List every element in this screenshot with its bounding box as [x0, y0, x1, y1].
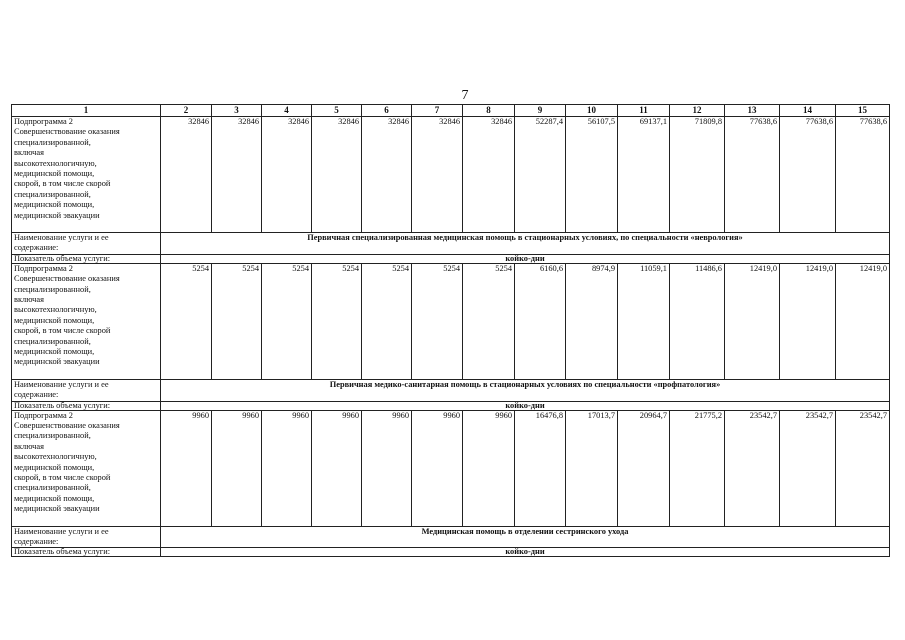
table-row [12, 117, 890, 233]
value-cell: 9960 [262, 410, 312, 526]
indicator-row [12, 548, 890, 557]
col-header: 7 [412, 105, 463, 117]
col-header: 4 [262, 105, 312, 117]
value-cell: 5254 [362, 263, 412, 379]
value-cell: 9960 [362, 410, 412, 526]
value-cell: 77638,6 [780, 117, 836, 233]
value-cell: 32846 [312, 117, 362, 233]
value-cell: 17013,7 [566, 410, 618, 526]
table-row [12, 410, 890, 526]
col-header: 10 [566, 105, 618, 117]
value-cell: 5254 [161, 263, 212, 379]
table-row [12, 263, 890, 379]
value-cell: 11059,1 [618, 263, 670, 379]
subprogram-name-cell: Подпрограмма 2 Совершенствование оказания специализированной, включая высокотехнологичную, медицинской помощи, скорой, в том числе скорой специализированной, медицинской помощи, медицинской эвакуации [12, 263, 161, 379]
value-cell: 9960 [161, 410, 212, 526]
indicator-row [12, 401, 890, 410]
col-header: 2 [161, 105, 212, 117]
value-cell: 32846 [212, 117, 262, 233]
col-header: 11 [618, 105, 670, 117]
value-cell: 32846 [412, 117, 463, 233]
indicator-label-cell: Показатель объема услуги: [12, 548, 161, 557]
col-header: 6 [362, 105, 412, 117]
service-label-cell: Наименование услуги и ее содержание: [12, 233, 161, 255]
data-table [11, 104, 890, 557]
value-cell: 8974,9 [566, 263, 618, 379]
value-cell: 23542,7 [836, 410, 890, 526]
page-number: 7 [461, 88, 469, 103]
col-header: 13 [725, 105, 780, 117]
value-cell: 9960 [312, 410, 362, 526]
value-cell: 5254 [262, 263, 312, 379]
value-cell: 5254 [412, 263, 463, 379]
value-cell: 77638,6 [836, 117, 890, 233]
indicator-row [12, 254, 890, 263]
indicator-value-cell: койко-дни [161, 254, 890, 263]
service-row [12, 526, 890, 548]
col-header: 15 [836, 105, 890, 117]
value-cell: 11486,6 [670, 263, 725, 379]
value-cell: 5254 [463, 263, 515, 379]
col-header: 1 [12, 105, 161, 117]
value-cell: 16476,8 [515, 410, 566, 526]
value-cell: 23542,7 [725, 410, 780, 526]
service-name-cell: Первичная специализированная медицинская помощь в стационарных условиях, по специальности «неврология» [161, 233, 890, 255]
indicator-value-cell: койко-дни [161, 548, 890, 557]
service-name-cell: Медицинская помощь в отделении сестринского ухода [161, 526, 890, 548]
col-header: 9 [515, 105, 566, 117]
value-cell: 9960 [463, 410, 515, 526]
value-cell: 32846 [262, 117, 312, 233]
value-cell: 23542,7 [780, 410, 836, 526]
col-header: 14 [780, 105, 836, 117]
service-label-cell: Наименование услуги и ее содержание: [12, 379, 161, 401]
value-cell: 20964,7 [618, 410, 670, 526]
value-cell: 32846 [161, 117, 212, 233]
subprogram-name-cell: Подпрограмма 2 Совершенствование оказания специализированной, включая высокотехнологичную, медицинской помощи, скорой, в том числе скорой специализированной, медицинской помощи, медицинской эвакуации [12, 117, 161, 233]
value-cell: 5254 [212, 263, 262, 379]
subprogram-name-cell: Подпрограмма 2 Совершенствование оказания специализированной, включая высокотехнологичную, медицинской помощи, скорой, в том числе скорой специализированной, медицинской помощи, медицинской эвакуации [12, 410, 161, 526]
service-label-cell: Наименование услуги и ее содержание: [12, 526, 161, 548]
value-cell: 71809,8 [670, 117, 725, 233]
value-cell: 21775,2 [670, 410, 725, 526]
col-header: 8 [463, 105, 515, 117]
value-cell: 9960 [212, 410, 262, 526]
value-cell: 6160,6 [515, 263, 566, 379]
col-header: 12 [670, 105, 725, 117]
indicator-label-cell: Показатель объема услуги: [12, 254, 161, 263]
value-cell: 77638,6 [725, 117, 780, 233]
value-cell: 12419,0 [780, 263, 836, 379]
value-cell: 12419,0 [836, 263, 890, 379]
header-row [12, 105, 890, 117]
value-cell: 52287,4 [515, 117, 566, 233]
value-cell: 32846 [362, 117, 412, 233]
service-row [12, 379, 890, 401]
value-cell: 32846 [463, 117, 515, 233]
value-cell: 56107,5 [566, 117, 618, 233]
value-cell: 12419,0 [725, 263, 780, 379]
col-header: 3 [212, 105, 262, 117]
indicator-value-cell: койко-дни [161, 401, 890, 410]
service-row [12, 233, 890, 255]
value-cell: 5254 [312, 263, 362, 379]
value-cell: 9960 [412, 410, 463, 526]
col-header: 5 [312, 105, 362, 117]
service-name-cell: Первичная медико-санитарная помощь в стационарных условиях по специальности «профпатология» [161, 379, 890, 401]
indicator-label-cell: Показатель объема услуги: [12, 401, 161, 410]
value-cell: 69137,1 [618, 117, 670, 233]
